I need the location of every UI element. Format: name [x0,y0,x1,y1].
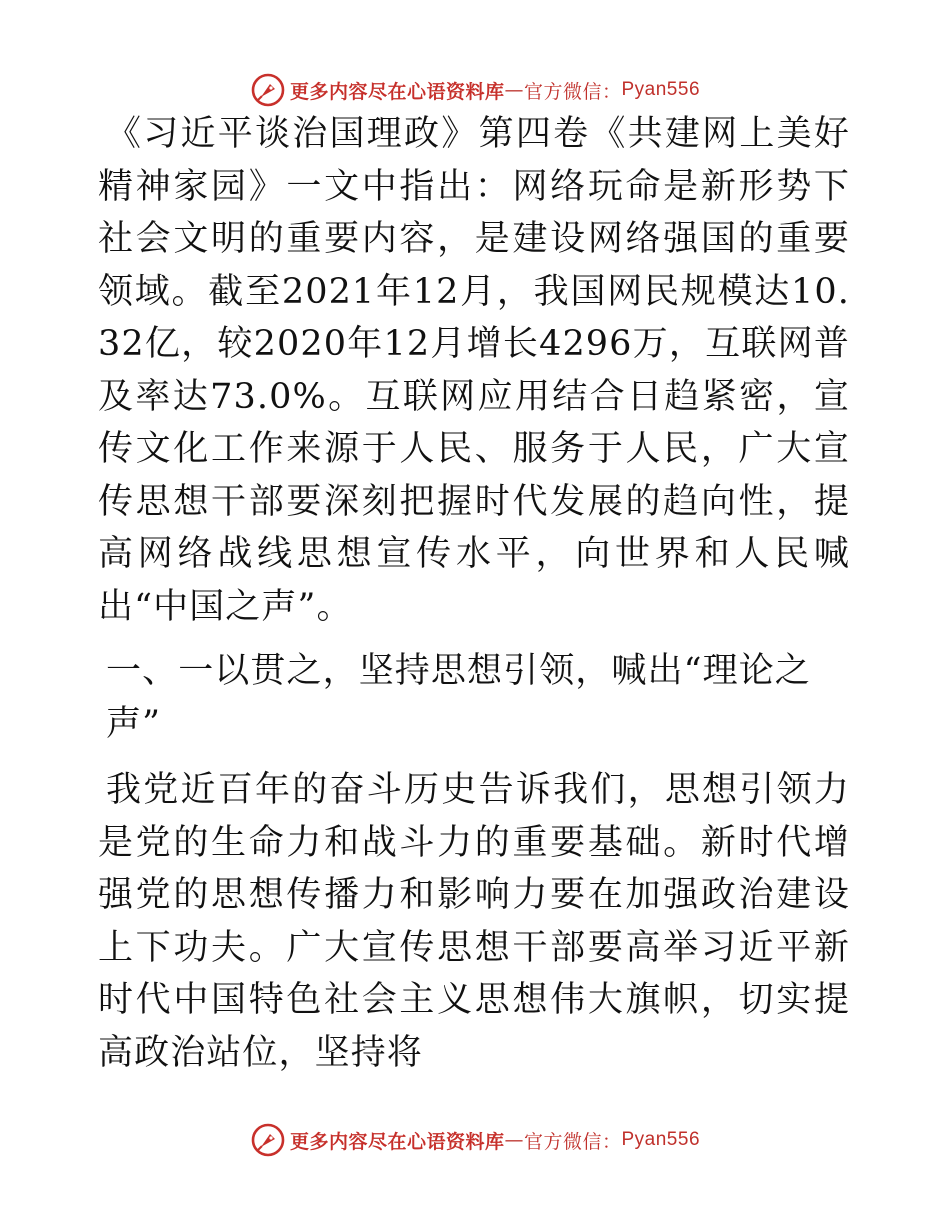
watermark-official: 官方微信： [523,80,622,103]
watermark-footer [0,1120,950,1160]
watermark-brand: 更多内容尽在心语资料库 [289,1130,505,1153]
paragraph-intro: 《习近平谈治国理政》第四卷《共建网上美好精神家园》一文中指出：网络玩命是新形势下社会文明的重要内容，是建设网络强国的重要领域。截至2021年12月，我国网民规模达10.32亿，较2020年12月增长4296万，互联网普及率达73.0%。互联网应用结合日趋紧密，宣传文化工作来源于人民、服务于人民，广大宣传思想干部要深刻把握时代发展的趋向性，提高网络战线思想宣传水平，向世界和人民喊出“中国之声”。 [98,114,850,627]
watermark-header [0,70,950,110]
watermark-handle: Pyan556 [621,1129,701,1150]
pen-nib-logo-icon [250,1122,286,1158]
document-body [98,108,850,1079]
section-heading: 一、一以贯之，坚持思想引领，喊出“理论之声” [106,651,811,744]
pen-nib-logo-icon [250,72,286,108]
watermark-dash: — [504,1129,524,1151]
watermark-dash: — [504,79,524,101]
watermark-official: 官方微信： [523,1130,622,1153]
paragraph-section-one: 我党近百年的奋斗历史告诉我们，思想引领力是党的生命力和战斗力的重要基础。新时代增强党的思想传播力和影响力要在加强政治建设上下功夫。广大宣传思想干部要高举习近平新时代中国特色社会主义思想伟大旗帜，切实提高政治站位，坚持将 [98,770,850,1073]
watermark-brand: 更多内容尽在心语资料库 [289,80,505,103]
watermark-handle: Pyan556 [621,79,701,100]
